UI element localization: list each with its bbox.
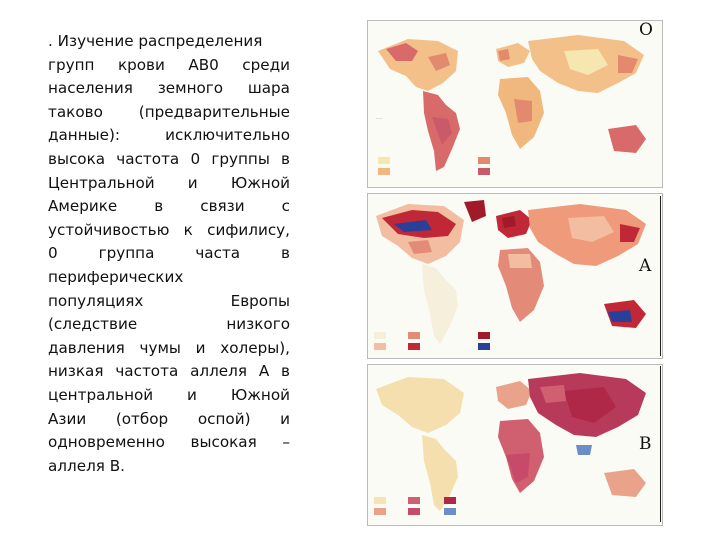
- text-line: Азии (отбор оспой) и: [48, 409, 290, 428]
- right-divider: [660, 366, 661, 522]
- text-line: одновременно высокая –: [48, 433, 290, 452]
- text-line: популяциях Европы: [48, 291, 290, 310]
- text-line: 0 группа часта в: [48, 244, 290, 263]
- text-line: высока частота 0 группы в: [48, 149, 290, 168]
- map-label-b: B: [639, 434, 652, 454]
- text-line: таково (предварительные: [48, 102, 290, 121]
- map-label-a: A: [639, 256, 652, 276]
- map-blood-group-b: [367, 364, 663, 526]
- text-line: устойчивостью к сифилису,: [48, 220, 290, 239]
- text-line: групп крови АВ0 среди: [48, 55, 290, 74]
- text-line: Америке в связи с: [48, 197, 290, 216]
- world-map-b: [368, 365, 662, 525]
- text-line: периферических: [48, 267, 184, 286]
- description-text: [48, 30, 290, 478]
- text-line: данные): исключительно: [48, 126, 290, 145]
- text-line: (следствие низкого: [48, 315, 290, 334]
- text-line: аллеля В.: [48, 456, 125, 475]
- text-line: центральной и Южной: [48, 385, 290, 404]
- map-label-o: O: [639, 20, 653, 40]
- text-line: . Изучение распределения: [48, 32, 263, 50]
- map-blood-group-o: [367, 20, 663, 188]
- map-blood-group-a: [367, 193, 663, 359]
- world-map-o: [368, 21, 662, 187]
- text-line: Центральной и Южной: [48, 173, 290, 192]
- text-line: низкая частота аллеля А в: [48, 362, 290, 381]
- svg-text:.....: .....: [376, 115, 383, 120]
- right-divider: [660, 196, 661, 356]
- world-map-a: [368, 194, 662, 358]
- text-line: населения земного шара: [48, 79, 290, 98]
- text-line: давления чумы и холеры),: [48, 338, 290, 357]
